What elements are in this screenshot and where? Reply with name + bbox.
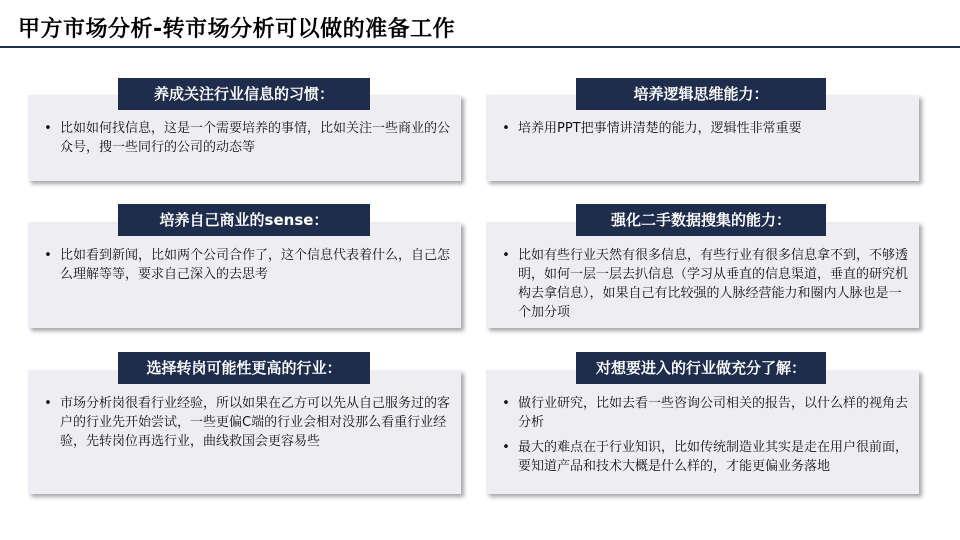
list-item — [42, 119, 452, 157]
card-header: 养成关注行业信息的习惯： — [118, 78, 370, 110]
list-item-text: 比如如何找信息，这是一个需要培养的事情，比如关注一些商业的公众号，搜一些同行的公司的动态等 — [60, 121, 451, 155]
list-item — [500, 246, 910, 322]
bullet-icon: • — [44, 396, 52, 411]
card-header: 选择转岗可能性更高的行业： — [118, 352, 370, 384]
bullet-list — [42, 394, 452, 457]
bullet-list — [42, 119, 452, 163]
list-item — [500, 394, 910, 432]
bullet-icon: • — [502, 248, 510, 263]
bullet-list — [500, 119, 910, 144]
card-header: 对想要进入的行业做充分了解： — [576, 352, 826, 384]
bullet-icon: • — [502, 440, 510, 455]
bullet-list — [42, 246, 452, 290]
bullet-icon: • — [502, 396, 510, 411]
list-item-text: 做行业研究，比如去看一些咨询公司相关的报告，以什么样的视角去分析 — [518, 396, 909, 430]
list-item — [42, 394, 452, 451]
card-header: 培养逻辑思维能力： — [576, 78, 826, 110]
card-header: 培养自己商业的sense： — [118, 204, 370, 236]
list-item-text: 培养用PPT把事情讲清楚的能力，逻辑性非常重要 — [518, 121, 802, 136]
list-item-text: 市场分析岗很看行业经验，所以如果在乙方可以先从自己服务过的客户的行业先开始尝试，一些更偏C端的行业会相对没那么看重行业经验，先转岗位再选行业，曲线救国会更容易些 — [60, 396, 451, 449]
list-item-text: 最大的难点在于行业知识，比如传统制造业其实是走在用户很前面，要知道产品和技术大概是什么样的，才能更偏业务落地 — [518, 440, 909, 474]
bullet-list — [500, 394, 910, 482]
list-item-text: 比如看到新闻，比如两个公司合作了，这个信息代表着什么，自己怎么理解等等，要求自己深入的去思考 — [60, 248, 451, 282]
page-title: 甲方市场分析-转市场分析可以做的准备工作 — [18, 17, 456, 42]
list-item-text: 比如有些行业天然有很多信息，有些行业有很多信息拿不到，不够透明，如何一层一层去扒信息（学习从垂直的信息渠道，垂直的研究机构去拿信息），如果自己有比较强的人脉经营能力和圈内人脉也是一个加分项 — [518, 248, 909, 320]
bullet-icon: • — [502, 121, 510, 136]
list-item — [500, 119, 910, 138]
bullet-icon: • — [44, 121, 52, 136]
title-divider — [0, 46, 960, 48]
list-item — [500, 438, 910, 476]
bullet-list — [500, 246, 910, 328]
card-header: 强化二手数据搜集的能力： — [576, 204, 826, 236]
bullet-icon: • — [44, 248, 52, 263]
list-item — [42, 246, 452, 284]
